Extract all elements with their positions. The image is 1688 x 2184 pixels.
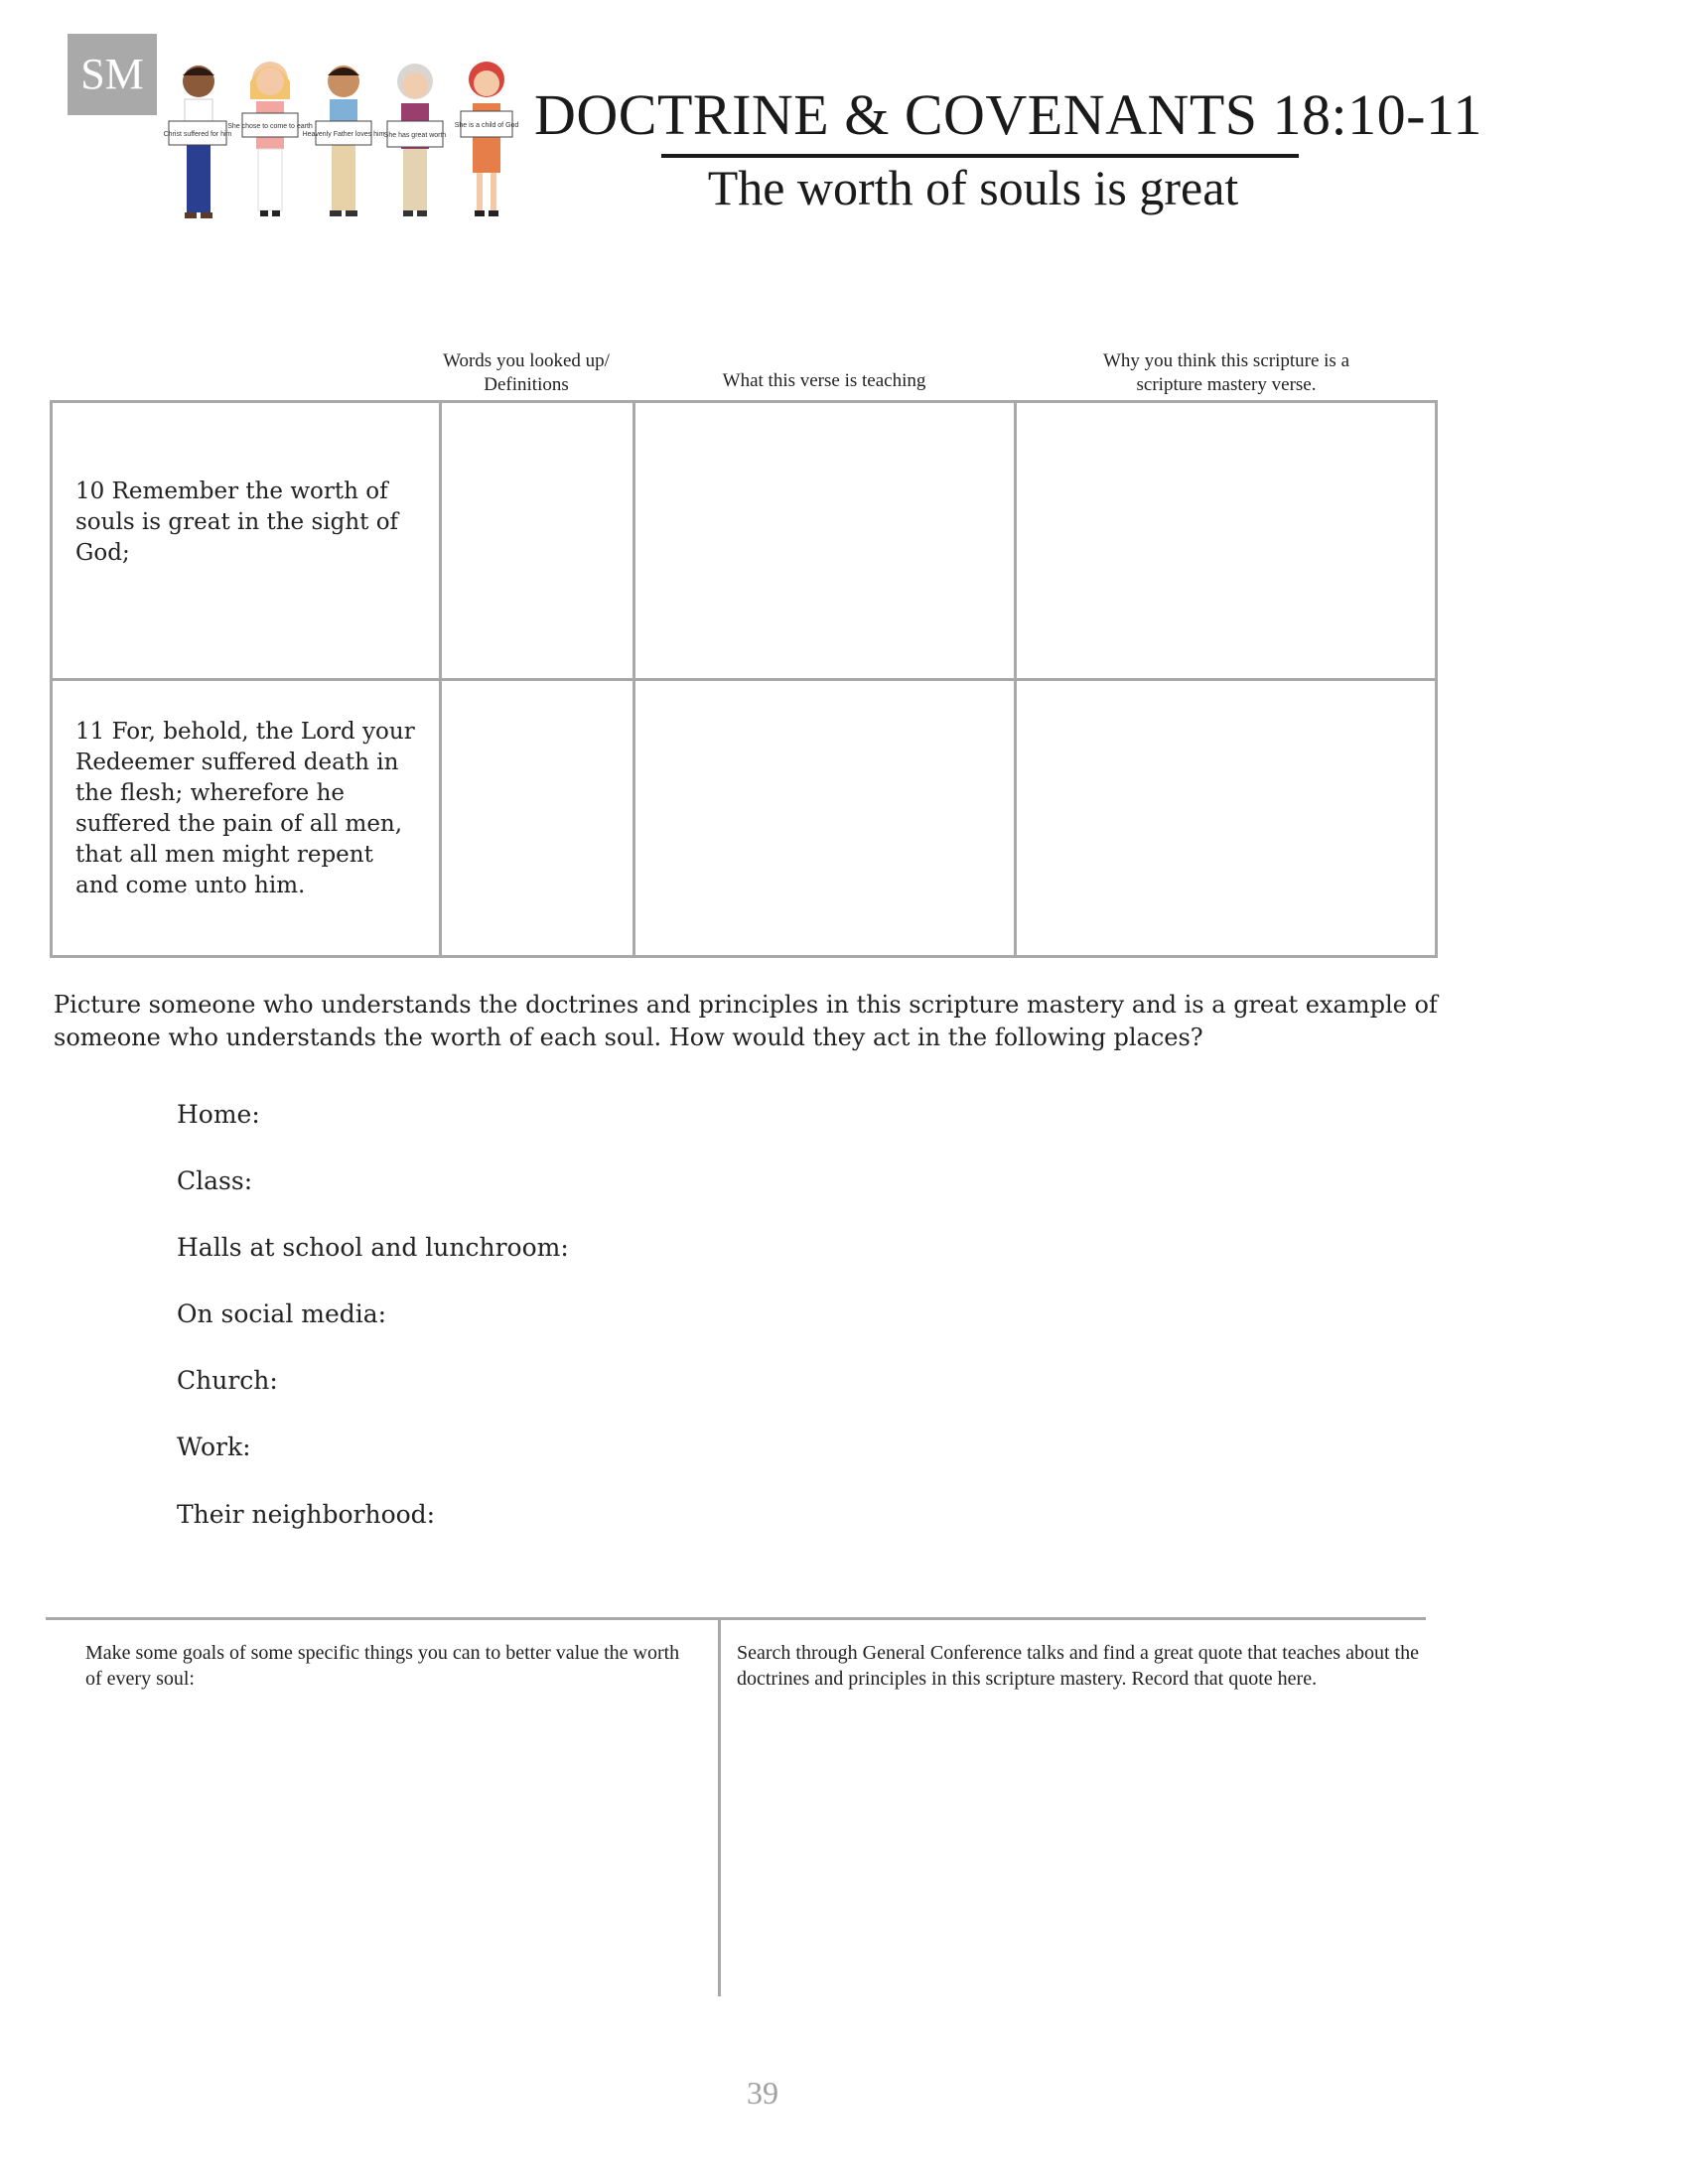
place-work: Work: bbox=[177, 1433, 251, 1461]
kid-4-figure bbox=[384, 64, 447, 216]
place-class: Class: bbox=[177, 1166, 253, 1195]
column-header-why-mastery: Why you think this scripture is a scripture mastery verse. bbox=[1102, 350, 1350, 395]
quote-instructions: Search through General Conference talks and find a great quote that teaches about the doctrines and principles in this scripture mastery. Record that quote here. bbox=[737, 1642, 1419, 1690]
answer-cell-10-definitions[interactable] bbox=[443, 404, 632, 677]
answer-cell-10-why[interactable] bbox=[1018, 404, 1434, 677]
kids-illustration bbox=[159, 60, 526, 248]
answer-cell-11-why[interactable] bbox=[1018, 682, 1434, 954]
title-underline bbox=[661, 154, 1299, 158]
table-border-top bbox=[50, 400, 1438, 403]
page-number: 39 bbox=[747, 2075, 778, 2111]
kid-sign-1: Christ suffered for him bbox=[163, 131, 232, 138]
sm-badge: SM bbox=[68, 34, 157, 115]
place-halls: Halls at school and lunchroom: bbox=[177, 1233, 569, 1262]
table-row-divider bbox=[50, 678, 1438, 681]
table-col-divider-1 bbox=[439, 400, 442, 958]
answer-cell-10-teaching[interactable] bbox=[636, 404, 1013, 677]
kid-5-figure bbox=[455, 62, 519, 216]
table-border-right bbox=[1435, 400, 1438, 958]
table-col-divider-3 bbox=[1014, 400, 1017, 958]
places-prompt: Picture someone who understands the doctrines and principles in this scripture mastery and is a great example of someone who understands the worth of each soul. How would they act in the following places? bbox=[54, 991, 1438, 1051]
kid-1-figure bbox=[164, 66, 232, 218]
place-church: Church: bbox=[177, 1366, 278, 1395]
answer-cell-11-definitions[interactable] bbox=[443, 682, 632, 954]
kid-3-figure bbox=[303, 66, 385, 216]
kid-sign-5: She is a child of God bbox=[454, 122, 519, 129]
table-border-bottom bbox=[50, 955, 1438, 958]
answer-cell-11-teaching[interactable] bbox=[636, 682, 1013, 954]
verse-11-text: 11 For, behold, the Lord your Redeemer suffered death in the flesh; wherefore he suffered the pain of all men, that all men might repent and come unto him. bbox=[75, 719, 415, 898]
table-border-left bbox=[50, 400, 53, 958]
kid-sign-2: She chose to come to earth bbox=[227, 123, 313, 130]
column-header-definitions: Words you looked up/ Definitions bbox=[443, 350, 610, 395]
quote-writing-area[interactable] bbox=[730, 1707, 1415, 1985]
place-home: Home: bbox=[177, 1100, 260, 1129]
kid-2-figure bbox=[227, 62, 313, 216]
column-header-teaching: What this verse is teaching bbox=[722, 370, 926, 391]
page-subtitle: The worth of souls is great bbox=[707, 160, 1239, 215]
verse-10-text: 10 Remember the worth of souls is great in the sight of God; bbox=[75, 478, 399, 566]
place-neighborhood: Their neighborhood: bbox=[177, 1500, 436, 1529]
bottom-section-rule bbox=[46, 1617, 1426, 1620]
table-col-divider-2 bbox=[633, 400, 635, 958]
bottom-section-divider bbox=[718, 1619, 721, 1996]
goals-instructions: Make some goals of some specific things you can to better value the worth of every soul: bbox=[85, 1642, 680, 1690]
kid-sign-4: She has great worth bbox=[383, 132, 447, 139]
kid-sign-3: Heavenly Father loves him bbox=[302, 131, 385, 138]
place-social-media: On social media: bbox=[177, 1299, 387, 1328]
goals-writing-area[interactable] bbox=[60, 1707, 705, 1985]
page-title: DOCTRINE & COVENANTS 18:10-11 bbox=[534, 82, 1482, 147]
